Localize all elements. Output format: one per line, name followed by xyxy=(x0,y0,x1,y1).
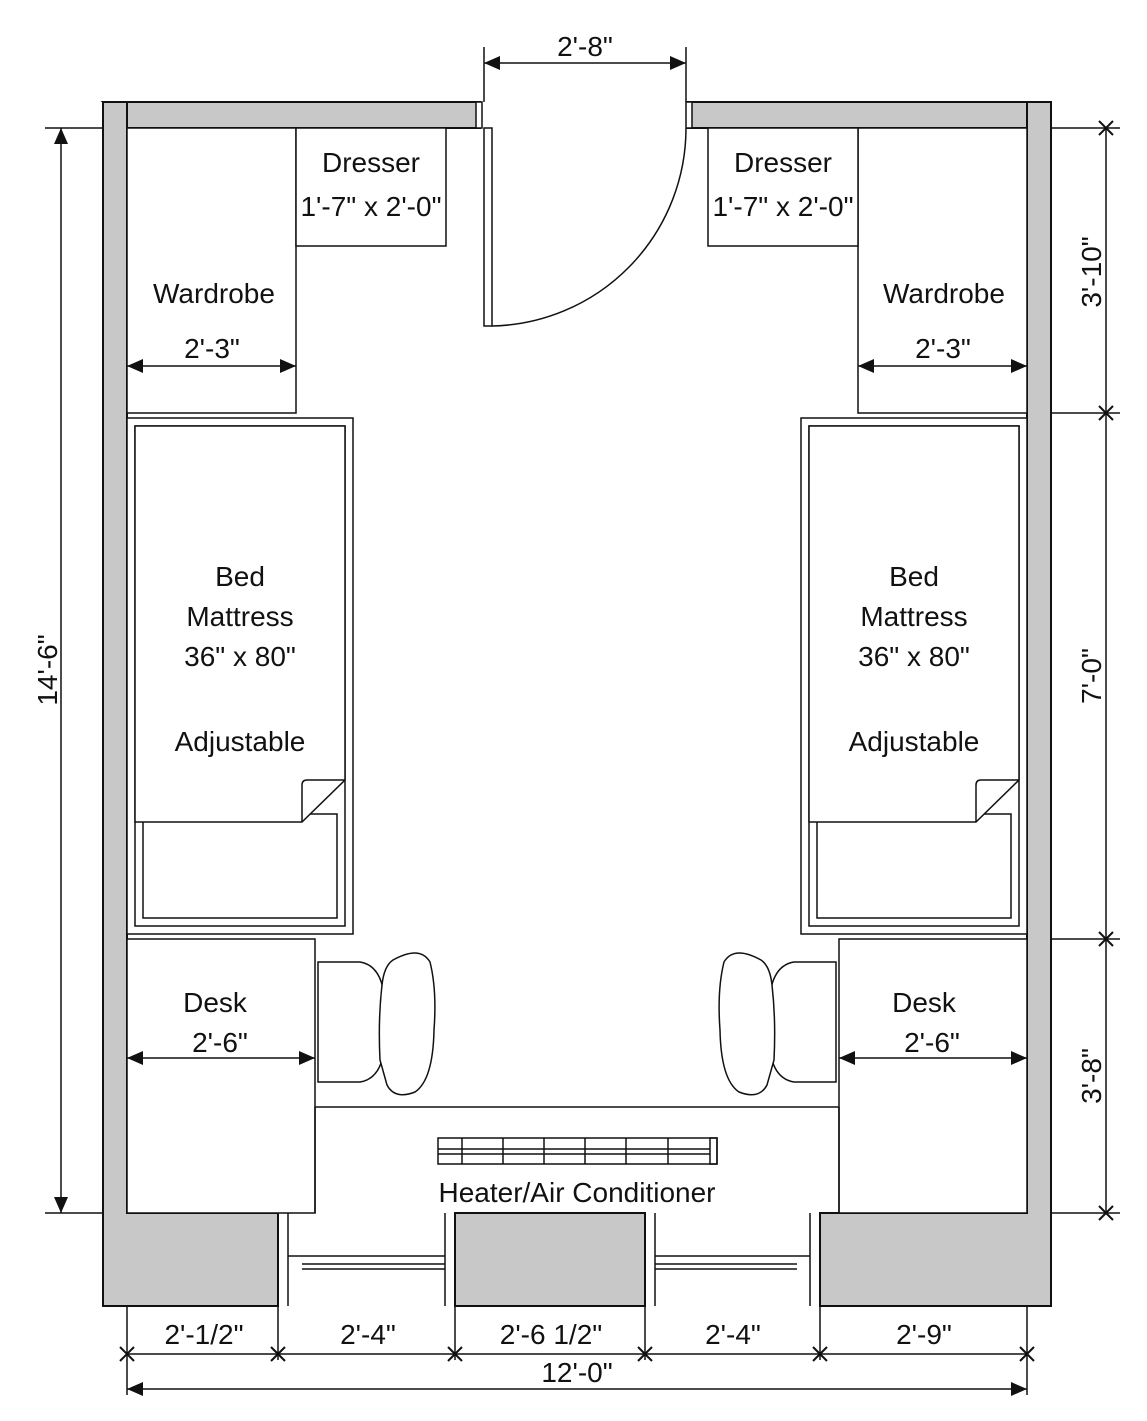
wardrobe-right-label: Wardrobe xyxy=(883,278,1005,309)
desk-left-label: Desk xyxy=(183,987,247,1018)
window-left xyxy=(278,1213,455,1306)
wardrobe-left-label: Wardrobe xyxy=(153,278,275,309)
top-wall-right xyxy=(688,102,1051,128)
wardrobe-right-width: 2'-3" xyxy=(915,333,971,364)
overall-width-label: 12'-0" xyxy=(541,1357,613,1388)
dresser-left-label: Dresser xyxy=(321,147,421,178)
chair-right xyxy=(719,953,836,1095)
dresser-right-label: Dresser xyxy=(733,147,833,178)
desk-right xyxy=(839,939,1027,1213)
bottom-segment-3: 2'-6 1/2" xyxy=(499,1319,603,1350)
heater-unit xyxy=(438,1138,717,1164)
door xyxy=(476,102,692,326)
dresser-right xyxy=(708,128,858,246)
desk-left xyxy=(127,939,315,1213)
overall-height-label: 14'-6" xyxy=(32,634,63,706)
bottom-wall-segment-2 xyxy=(455,1213,645,1306)
bed-right-size: 36" x 80" xyxy=(858,641,970,672)
bed-left xyxy=(127,418,353,934)
dresser-left-size: 1'-7" x 2'-0" xyxy=(300,191,442,222)
bed-left-mattress: Mattress xyxy=(186,601,294,632)
desk-right-width: 2'-6" xyxy=(904,1027,960,1058)
desk-right-label: Desk xyxy=(892,987,956,1018)
door-swing-arc xyxy=(492,128,686,326)
bottom-wall-segment-1 xyxy=(103,1213,278,1306)
bottom-segment-5: 2'-9" xyxy=(896,1319,952,1350)
bed-left-adjustable: Adjustable xyxy=(174,726,306,757)
bottom-wall-segment-3 xyxy=(820,1213,1051,1306)
bottom-segment-2: 2'-4" xyxy=(340,1319,396,1350)
right-bottom-dimension: 3'-8" xyxy=(1076,1048,1107,1104)
top-wall-left xyxy=(103,102,480,128)
bottom-segment-1: 2'-1/2" xyxy=(164,1319,244,1350)
bed-right-adjustable: Adjustable xyxy=(848,726,980,757)
wardrobe-right xyxy=(858,128,1027,413)
chair-left xyxy=(318,953,435,1095)
dresser-left xyxy=(296,128,446,246)
bed-right-label: Bed xyxy=(889,561,939,592)
wardrobe-left-width: 2'-3" xyxy=(184,333,240,364)
desk-left-width: 2'-6" xyxy=(192,1027,248,1058)
right-top-dimension: 3'-10" xyxy=(1076,236,1107,308)
bed-left-size: 36" x 80" xyxy=(184,641,296,672)
right-middle-dimension: 7'-0" xyxy=(1076,648,1107,704)
bed-right-mattress: Mattress xyxy=(860,601,968,632)
bed-right xyxy=(801,418,1027,934)
heater-label: Heater/Air Conditioner xyxy=(438,1177,716,1208)
wardrobe-left xyxy=(127,128,296,413)
bottom-segment-4: 2'-4" xyxy=(705,1319,761,1350)
door-width-label: 2'-8" xyxy=(557,31,613,62)
dresser-right-size: 1'-7" x 2'-0" xyxy=(712,191,854,222)
bed-left-label: Bed xyxy=(215,561,265,592)
window-right xyxy=(645,1213,820,1306)
door-leaf xyxy=(484,128,492,326)
